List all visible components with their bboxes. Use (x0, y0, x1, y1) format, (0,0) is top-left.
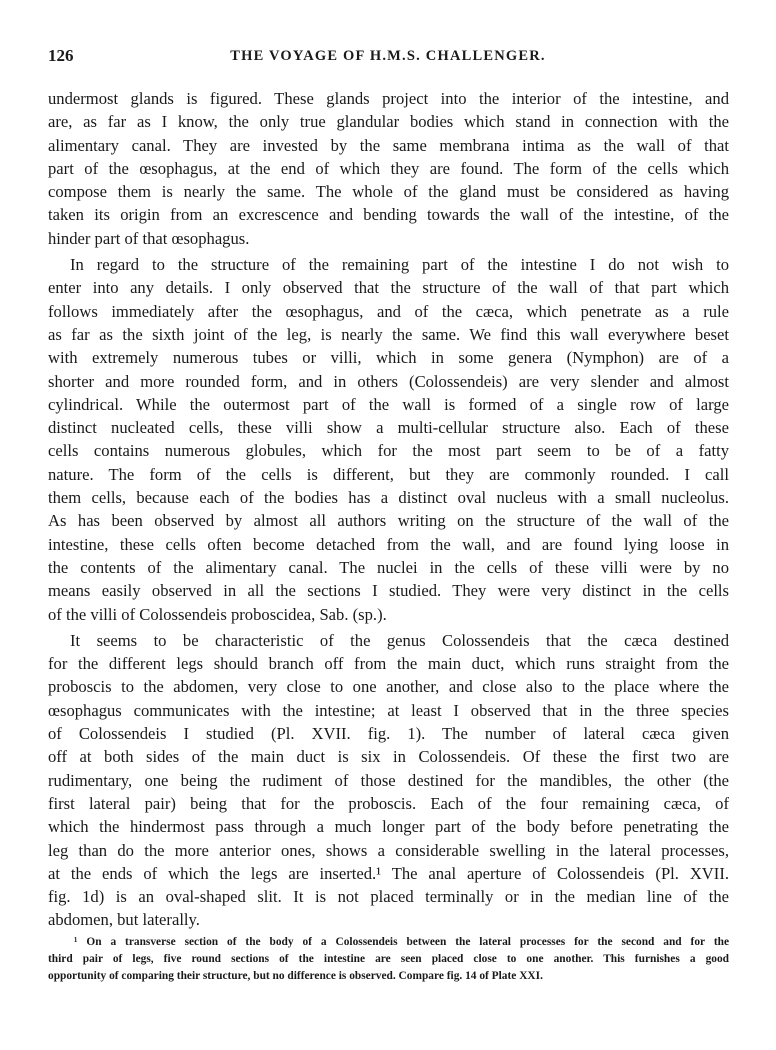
text-line: as far as the sixth joint of the leg, is nearly the same. We find this wall everywhere beset (48, 324, 729, 344)
text-line: are, as far as I know, the only true glandular bodies which stand in connection with the (48, 112, 729, 132)
text-line: enter into any details. I only observed that the structure of the wall of that part which (48, 278, 729, 298)
text-line: first lateral pair) being that for the proboscis. Each of the four remaining cæca, of (48, 793, 729, 813)
text-line: of Colossendeis I studied (Pl. XVII. fig. 1). The number of lateral cæca given (48, 724, 729, 744)
text-line: with extremely numerous tubes or villi, which in some genera (Nymphon) are of a (48, 348, 729, 368)
text-line: rudimentary, one being the rudiment of those destined for the mandibles, the other (the (48, 770, 729, 790)
text-line: œsophagus communicates with the intestine; at least I observed that in the three species (48, 700, 729, 720)
running-title: THE VOYAGE OF H.M.S. CHALLENGER. (230, 48, 546, 64)
text-line: the contents of the alimentary canal. The nuclei in the cells of these villi were by no (48, 557, 729, 577)
text-line: undermost glands is figured. These glands project into the interior of the intestine, and (48, 89, 729, 108)
text-line: distinct nucleated cells, these villi show a multi-cellular structure also. Each of these (48, 418, 729, 438)
footnote-line: opportunity of comparing their structure, but no difference is observed. Compare fig. 14 of Plate XXI. (48, 970, 543, 982)
text-line: nature. The form of the cells is different, but they are commonly rounded. I call (48, 464, 729, 484)
page-header (48, 46, 728, 72)
text-line: of the villi of Colossendeis proboscidea, Sab. (sp.). (48, 604, 387, 624)
text-line: shorter and more rounded form, and in others (Colossendeis) are very slender and almost (48, 371, 729, 391)
text-line: fig. 1d) is an oval-shaped slit. It is not placed terminally or in the median line of the (48, 887, 729, 907)
text-line: alimentary canal. They are invested by the same membrana intima as the wall of that (48, 135, 729, 155)
text-line: which the hindermost pass through a much longer part of the body before penetrating the (48, 817, 729, 837)
text-line: follows immediately after the œsophagus, and of the cæca, which penetrate as a rule (48, 301, 729, 321)
text-line: compose them is nearly the same. The whole of the gland must be considered as having (48, 182, 729, 202)
paragraph-1 (48, 87, 729, 250)
text-line: them cells, because each of the bodies has a distinct oval nucleus with a small nucleolus. (48, 488, 729, 508)
text-line: means easily observed in all the sections I studied. They were very distinct in the cells (48, 581, 729, 601)
text-line: at the ends of which the legs are inserted.¹ The anal aperture of Colossendeis (Pl. XVII. (48, 863, 729, 883)
text-line: for the different legs should branch off from the main duct, which runs straight from the (48, 654, 729, 674)
footnote-line: ¹ On a transverse section of the body of a Colossendeis between the lateral processes for the second and for the (74, 936, 729, 948)
footnote-line: third pair of legs, five round sections of the intestine are seen placed close to one another. This furnishes a good (48, 953, 729, 965)
text-line: As has been observed by almost all authors writing on the structure of the wall of the (48, 511, 729, 531)
text-line: part of the œsophagus, at the end of which they are found. The form of the cells which (48, 158, 729, 178)
text-line: cells contains numerous globules, which for the most part seem to be of a fatty (48, 441, 729, 461)
text-line: cylindrical. While the outermost part of the wall is formed of a single row of large (48, 394, 729, 414)
body-text (48, 87, 729, 935)
text-line: In regard to the structure of the remaining part of the intestine I do not wish to (70, 255, 729, 275)
text-line: abdomen, but laterally. (48, 910, 200, 930)
paragraph-2 (48, 253, 729, 626)
text-line: proboscis to the abdomen, very close to one another, and close also to the place where the (48, 677, 729, 697)
text-line: hinder part of that œsophagus. (48, 228, 250, 248)
paragraph-3 (48, 629, 729, 932)
page-number: 126 (48, 46, 74, 65)
footnote (48, 934, 729, 985)
text-line: off at both sides of the main duct is six in Colossendeis. Of these the first two are (48, 747, 729, 767)
text-line: It seems to be characteristic of the genus Colossendeis that the cæca destined (70, 630, 729, 650)
text-line: leg than do the more anterior ones, shows a considerable swelling in the lateral processes, (48, 840, 729, 860)
text-line: intestine, these cells often become detached from the wall, and are found lying loose in (48, 534, 729, 554)
text-line: taken its origin from an excrescence and bending towards the wall of the intestine, of the (48, 205, 729, 225)
